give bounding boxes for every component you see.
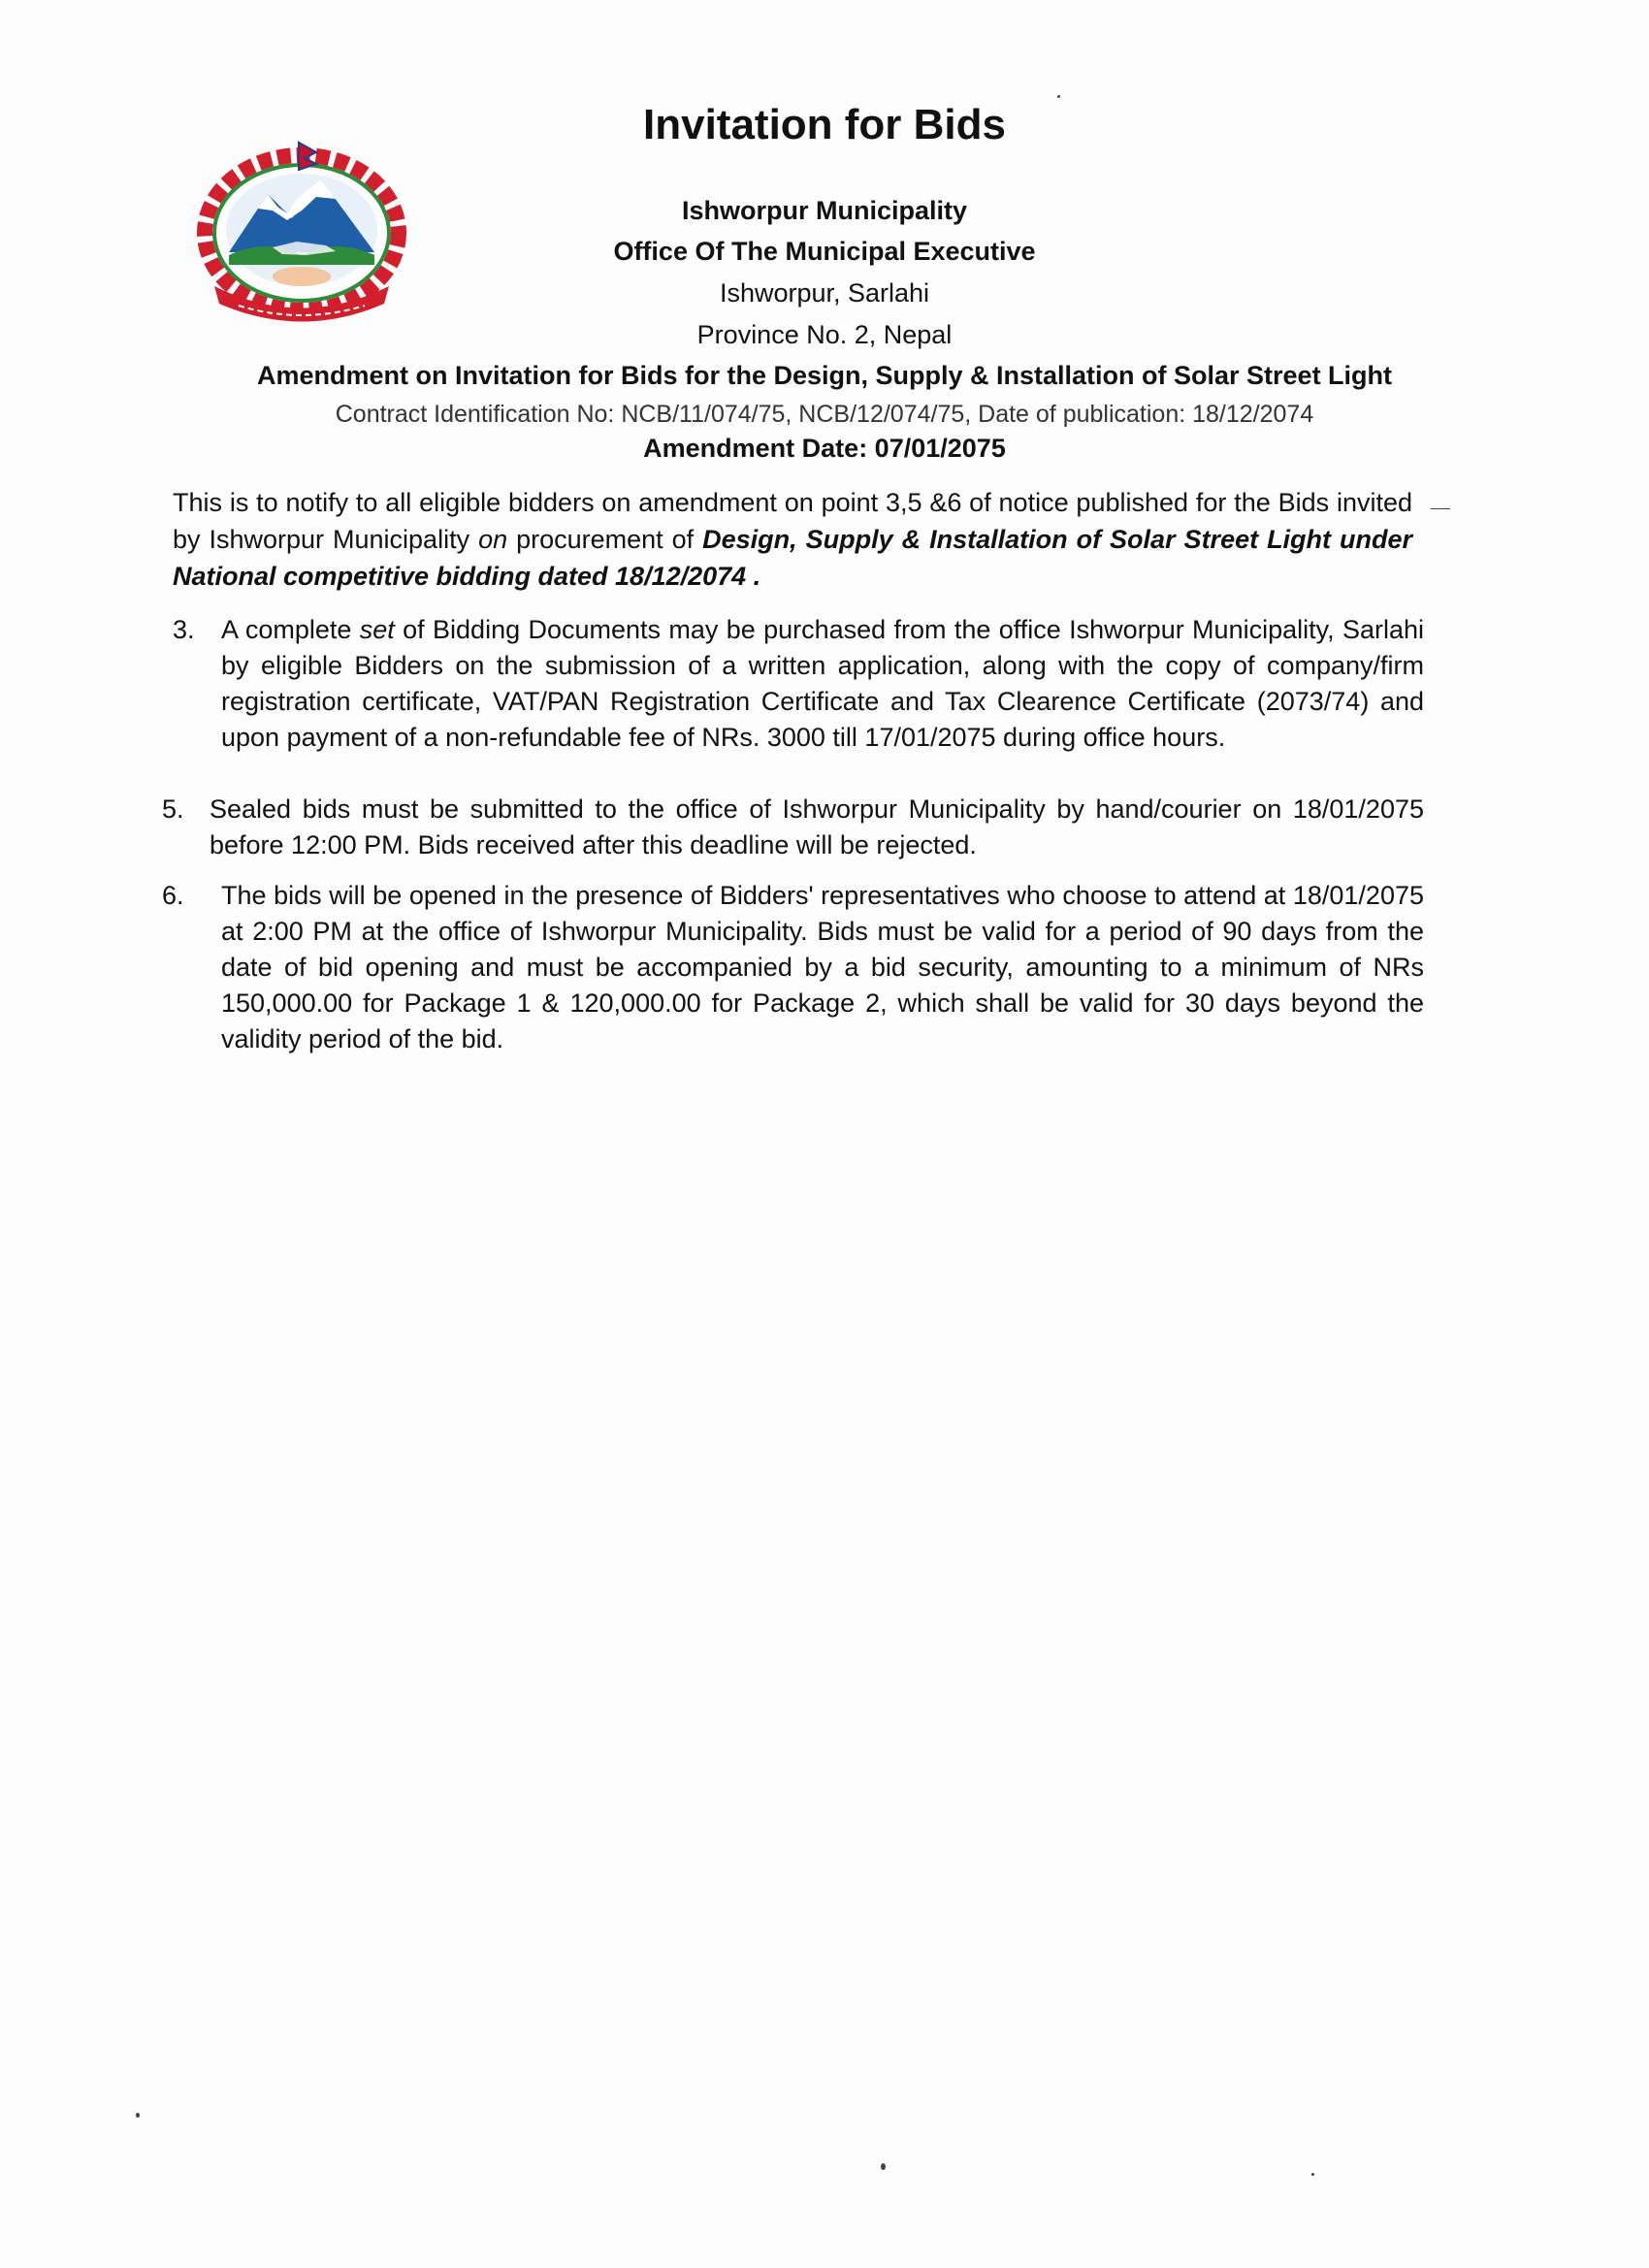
list-item: Sealed bids must be submitted to the office of Ishworpur Municipality by hand/courier on 18/01/2075 before 12:00 PM. Bids received after this deadline will be rejected. xyxy=(210,794,1424,859)
item-text-b: set xyxy=(359,615,395,644)
scan-speck xyxy=(1431,508,1450,509)
intro-text-c: procurement of xyxy=(507,525,703,554)
contract-identification: Contract Identification No: NCB/11/074/75, NCB/12/074/75, Date of publication: 18/12/2074 xyxy=(335,401,1314,428)
amendment-date: Amendment Date: 07/01/2075 xyxy=(643,434,1006,463)
list-item: The bids will be opened in the presence of Bidders' representatives who choose to attend at 18/01/2075 at 2:00 PM at the office of Ishworpur Municipality. Bids must be valid for a period of 90 days from the date of bid opening and must be accompanied by a bid security, amounting to a minimum of NRs 150,000.00 for Package 1 & 120,000.00 for Package 2, which shall be valid for 30 days beyond the validity period of the bid. xyxy=(221,881,1424,1053)
scan-speck xyxy=(1311,2173,1314,2176)
list-item xyxy=(221,612,1424,756)
intro-paragraph xyxy=(173,484,1412,595)
scan-speck xyxy=(1057,95,1060,98)
item-text-a: A complete xyxy=(221,615,360,644)
page-title: Invitation for Bids xyxy=(643,101,1006,148)
item-text-c: of Bidding Documents may be purchased from the office Ishworpur Municipality, Sarlahi by eligible Bidders on the submission of a written application, along with the copy of company/firm registration certificate, VAT/PAN Registration Certificate and Tax Clearence Certificate (2073/74) and upon payment of a non-refundable fee of NRs. 3000 till 17/01/2075 during office hours. xyxy=(221,615,1425,752)
organization-name: Ishworpur Municipality xyxy=(681,196,968,225)
scan-speck xyxy=(881,2163,886,2170)
item-number: 6. xyxy=(162,881,184,910)
item-number: 5. xyxy=(162,794,184,824)
item-number: 3. xyxy=(173,615,195,644)
office-location: Ishworpur, Sarlahi xyxy=(719,278,930,308)
intro-text-a: This is to notify to all eligible bidders on amendment on point 3,5 &6 of notice published for the Bids invited by Ishworpur Municipality xyxy=(173,488,1412,554)
office-name: Office Of The Municipal Executive xyxy=(613,237,1036,266)
province-line: Province No. 2, Nepal xyxy=(696,320,953,349)
scan-speck xyxy=(136,2113,140,2118)
notice-subject: Amendment on Invitation for Bids for the Design, Supply & Installation of Solar Street Light xyxy=(256,361,1393,390)
intro-text-b: on xyxy=(478,525,508,554)
intro-text-d: Design, Supply & Installation of Solar Street Light under National competitive bidding dated 18/12/2074 . xyxy=(173,525,1413,591)
